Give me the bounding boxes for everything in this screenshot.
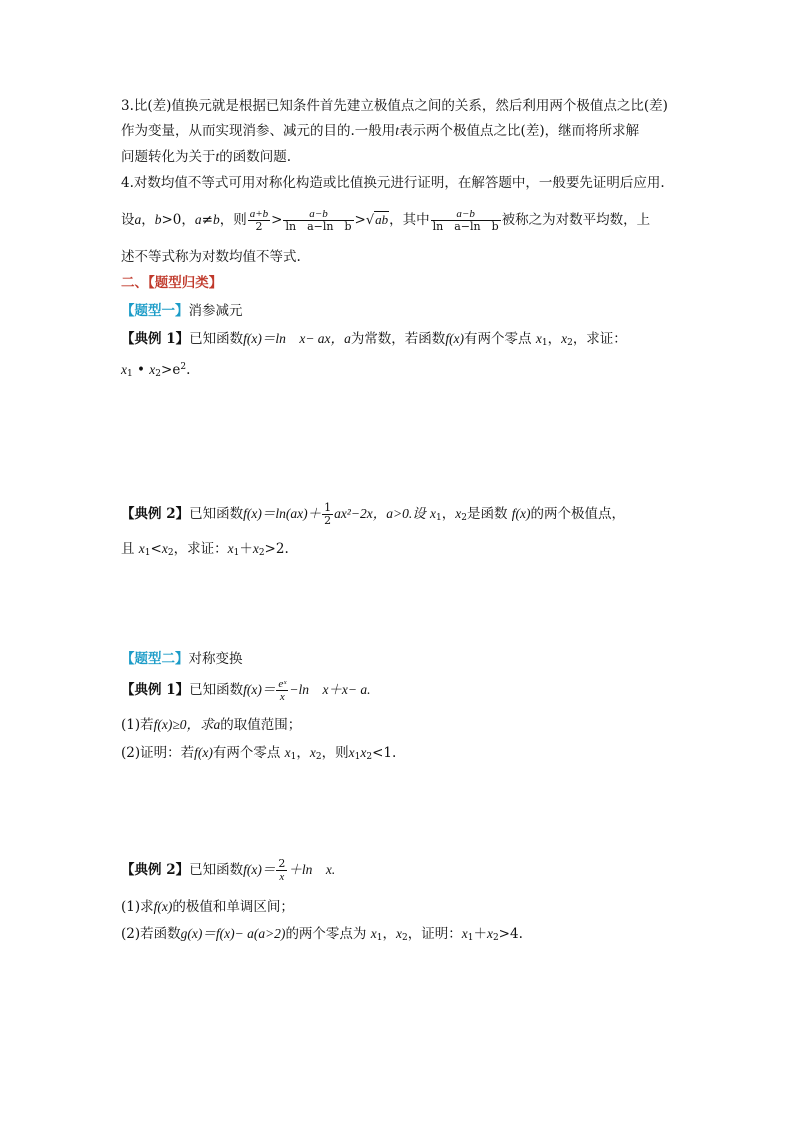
section-heading (121, 274, 222, 292)
text: 已知函数 (189, 506, 244, 522)
text: (1)若 (121, 717, 154, 733)
type1-example2-line2: 且 $x_1<x_2$，求证：$x_1+x_2>2$. (121, 541, 289, 558)
numerator: 2 (278, 857, 286, 870)
text: ，求证： (572, 331, 627, 347)
text: ，其中 (389, 212, 430, 228)
formula: f(x)＝ln(ax)＋ (243, 506, 322, 521)
text: 的取值范围； (220, 717, 302, 733)
fraction-2-over-x (276, 858, 287, 883)
fraction-arithmetic-mean (248, 208, 270, 233)
fraction-log-mean-2 (431, 208, 501, 233)
text: 4.对数均值不等式可用对称化构造或比值换元进行证明，在解答题中，一般要先证明后应用. (121, 175, 665, 191)
text: ，则 (219, 212, 247, 228)
denominator: x (279, 871, 285, 883)
formula: g(x)＝f(x)− a(a>2) (180, 926, 286, 941)
denominator: 2 (324, 514, 332, 527)
var-x1: x (121, 362, 127, 377)
text: > (354, 212, 366, 228)
var-a: a (213, 717, 221, 732)
section-prefix: 二、 (121, 275, 148, 291)
text: 已知函数 (189, 682, 244, 698)
numerator: a−b (431, 208, 501, 221)
fraction-ex-over-x (276, 678, 288, 703)
text: 的极值和单调区间； (172, 899, 294, 915)
type2-heading (121, 650, 243, 668)
text: 为常数，若函数 (350, 331, 446, 347)
example-label: 【典例 2】 (121, 506, 190, 522)
text: 已知函数 (189, 331, 244, 347)
formula: f(x)＝ (243, 862, 276, 877)
var-t: t (395, 123, 400, 138)
example-label: 【典例 2】 (121, 862, 190, 878)
radicand: ab (375, 212, 389, 227)
type1-heading (121, 302, 243, 320)
text: . (186, 362, 191, 378)
paragraph-4-line-3 (121, 248, 301, 266)
text: ≠ (201, 212, 213, 228)
numerator: a−b (283, 208, 353, 221)
example-label: 【典例 1】 (121, 331, 190, 347)
text: 的两个零点为 (285, 926, 367, 942)
example-label: 【典例 1】 (121, 682, 190, 698)
section-title: 【题型归类】 (148, 275, 223, 291)
var-x2: x (252, 541, 259, 556)
type2-example1-line1 (121, 676, 371, 704)
denominator: x (279, 691, 285, 703)
var-a: a (134, 212, 142, 227)
denominator: ln a−ln b (432, 220, 499, 233)
text: >0， (161, 212, 195, 228)
formula: ＋ln x. (288, 862, 336, 877)
denominator: 2 (255, 220, 263, 233)
text: <1. (372, 745, 397, 761)
formula: f(x) (511, 506, 531, 521)
var-a: a (344, 331, 351, 346)
text: 表示两个极值点之比(差)，继而将所求解 (399, 123, 640, 139)
text: >2. (264, 541, 289, 557)
type1-example1-line1: 【典例 1】已知函数f(x)＝ln x− ax，a为常数，若函数f(x)有两个零点 $x_1$，$x_2$，求证： (121, 331, 627, 348)
text: 作为变量，从而实现消参、减元的目的.一般用 (121, 123, 396, 139)
denominator: ln a−ln b (285, 220, 352, 233)
condition: a>0.设 (386, 506, 426, 521)
paragraph-3-line-1 (121, 97, 668, 115)
text: (2)若函数 (121, 926, 181, 942)
text: (1)求 (121, 899, 154, 915)
numerator: 1 (324, 501, 332, 514)
var-b: b (154, 212, 162, 227)
type2-example1-q2: (2)证明：若f(x)有两个零点 $x_1$，$x_2$，则$x_1x_2<1$. (121, 745, 397, 762)
text: 问题转化为关于 (121, 149, 216, 165)
formula: f(x) (153, 899, 173, 914)
paragraph-4-line-1 (121, 174, 665, 192)
text: 3.比(差)值换元就是根据已知条件首先建立极值点之间的关系，然后利用两个极值点之比(差) (121, 98, 668, 114)
text: 设 (121, 212, 135, 228)
numerator: a+b (249, 208, 269, 220)
type-label: 【题型一】 (121, 303, 189, 319)
type2-example2-q2: (2)若函数g(x)＝f(x)− a(a>2)的两个零点为 $x_1$，$x_2$，证明：$x_1+x_2>4$. (121, 926, 523, 943)
text: 被称之为对数平均数，上 (501, 212, 651, 228)
formula: f(x)≥0，求 (153, 717, 214, 732)
type1-example1-line2: $x_1$ • $x_2>e^2$. (121, 362, 191, 379)
text: 的两个极值点， (530, 506, 626, 522)
text: • (132, 362, 150, 378)
text: >e (161, 362, 181, 378)
paragraph-3-line-2 (121, 122, 639, 140)
type-name: 对称变换 (188, 651, 243, 667)
text: > (271, 212, 283, 228)
var-x1: x (535, 331, 542, 346)
text: 述不等式称为对数均值不等式. (121, 249, 301, 265)
text: ，则 (321, 745, 349, 761)
type2-example2-line1 (121, 856, 335, 884)
formula: f(x) (445, 331, 465, 346)
paragraph-4-line-2 (121, 206, 650, 235)
text: 有两个零点 (464, 331, 532, 347)
var-x2: x (149, 362, 156, 377)
var-x2: x (561, 331, 568, 346)
text: ＋ (239, 541, 253, 557)
text: 有两个零点 (212, 745, 281, 761)
type-name: 消参减元 (188, 303, 243, 319)
var-b: b (212, 212, 220, 227)
fraction-half (322, 502, 333, 527)
text: 是函数 (466, 506, 508, 522)
text: ， (141, 212, 155, 228)
sqrt-ab: √ab (365, 212, 389, 228)
var-x1: x (430, 506, 437, 521)
text: (2)证明：若 (121, 745, 195, 761)
var-x1: x (227, 541, 234, 556)
formula: f(x)＝ (243, 682, 276, 697)
text: >4. (498, 926, 523, 942)
text: ，求证： (173, 541, 228, 557)
text: ，证明： (407, 926, 462, 942)
type1-example2-line1: 【典例 2】已知函数f(x)＝ln(ax)＋ $\frac{1}{2}$ ax²−2x，a>0.设 $x_1$，$x_2$是函数 f(x)的两个极值点， (121, 501, 626, 527)
var-t: t (215, 149, 220, 164)
type2-example2-q1 (121, 898, 294, 916)
numerator: eˣ (278, 678, 287, 690)
formula: f(x) (194, 745, 213, 760)
formula: ax²−2x， (334, 506, 387, 521)
text: 已知函数 (189, 862, 244, 878)
fraction-log-mean (283, 208, 353, 233)
type-label: 【题型二】 (121, 651, 189, 667)
type2-example1-q1 (121, 716, 301, 734)
text: 的函数问题. (219, 149, 292, 165)
formula: f(x)＝ln x− ax， (243, 331, 345, 346)
formula: −ln x＋x− a. (289, 682, 371, 697)
text: 且 (121, 541, 135, 557)
var-a: a (194, 212, 202, 227)
paragraph-3-line-3 (121, 148, 291, 166)
